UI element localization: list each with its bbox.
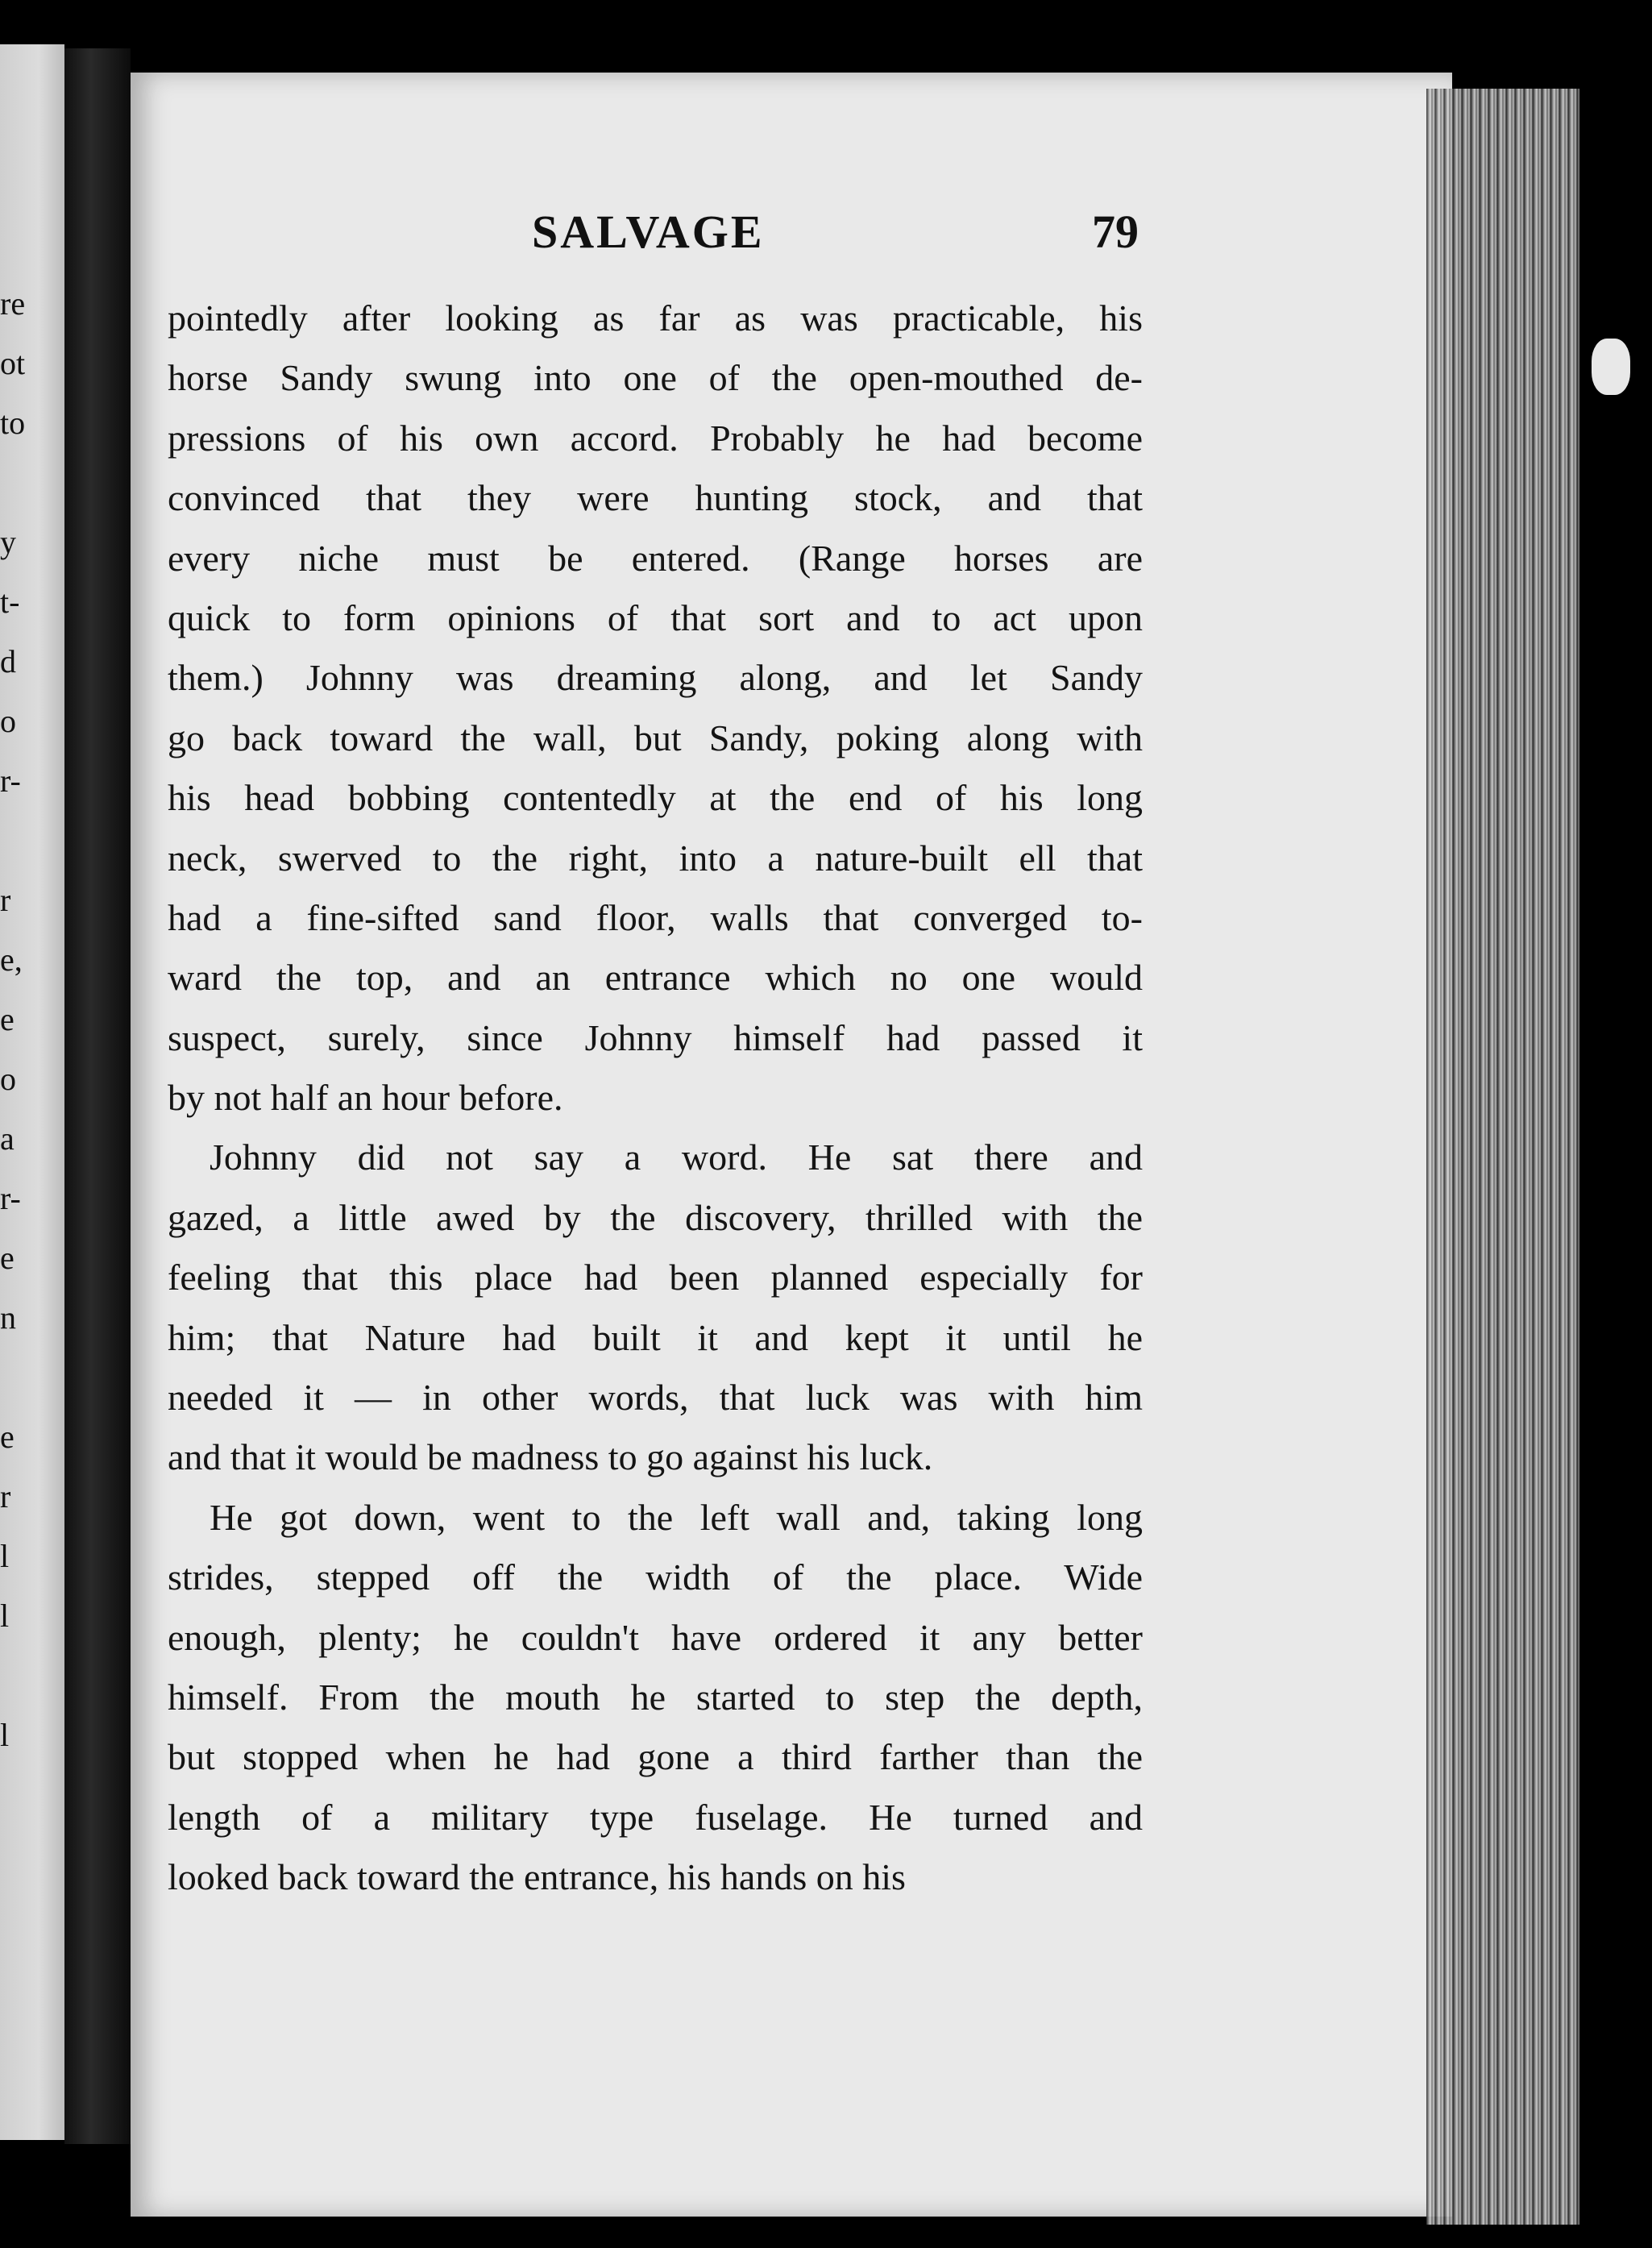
text-line: gazed, a little awed by the discovery, thrilled with the [168, 1196, 1143, 1238]
left-page-fragment: o [0, 703, 16, 739]
left-page-fragment: to [0, 405, 26, 441]
left-page-fragment: r- [0, 1180, 21, 1216]
left-page-fragment: d [0, 643, 16, 679]
left-page-fragment: l [0, 1598, 10, 1634]
left-page-fragment: r- [0, 762, 21, 799]
book-gutter [64, 48, 131, 2144]
left-page-fragment: o [0, 1061, 16, 1097]
left-page-fragment: e [0, 1419, 15, 1455]
page-edge-mark [1592, 339, 1630, 395]
left-page-fragment: a [0, 1120, 15, 1157]
left-page-fragment: n [0, 1299, 16, 1336]
text-line: his head bobbing contentedly at the end of his long [168, 777, 1143, 819]
page-number: 79 [1092, 206, 1139, 258]
text-line: quick to form opinions of that sort and to act upon [168, 596, 1143, 638]
text-line: horse Sandy swung into one of the open-mouthed de- [168, 357, 1143, 399]
left-page-text-fragments [0, 44, 64, 2140]
left-facing-page [0, 44, 64, 2140]
text-line: needed it — in other words, that luck was with him [168, 1377, 1143, 1419]
left-page-fragment: re [0, 285, 26, 322]
left-page-fragment: l [0, 1538, 10, 1574]
text-line: length of a military type fuselage. He turned and [168, 1796, 1143, 1838]
body-text [168, 289, 1143, 1908]
text-line: by not half an hour before. [168, 1077, 563, 1119]
left-page-fragment: l [0, 1717, 10, 1753]
text-line: convinced that they were hunting stock, and that [168, 477, 1143, 519]
paragraph [168, 1488, 1143, 1908]
text-line: had a fine-sifted sand floor, walls that converged to- [168, 896, 1143, 938]
text-line: ward the top, and an entrance which no one would [168, 957, 1143, 999]
text-line: every niche must be entered. (Range horses are [168, 537, 1143, 579]
text-line: and that it would be madness to go against his luck. [168, 1436, 933, 1478]
text-line: them.) Johnny was dreaming along, and let Sandy [168, 657, 1143, 699]
page-header [0, 135, 1652, 258]
text-line: strides, stepped off the width of the place. Wide [168, 1556, 1143, 1598]
left-page-fragment: y [0, 524, 16, 560]
text-line: pressions of his own accord. Probably he had become [168, 417, 1143, 459]
text-line: enough, plenty; he couldn't have ordered it any better [168, 1616, 1143, 1658]
running-head: SALVAGE [532, 206, 765, 258]
text-line: looked back toward the entrance, his hands on his [168, 1856, 906, 1898]
text-line: him; that Nature had built it and kept it until he [168, 1316, 1143, 1358]
text-line: go back toward the wall, but Sandy, poking along with [168, 717, 1143, 758]
left-page-fragment: r [0, 882, 11, 918]
paragraph [168, 289, 1143, 1128]
text-line: suspect, surely, since Johnny himself had passed it [168, 1016, 1143, 1058]
text-line: feeling that this place had been planned especially for [168, 1257, 1143, 1299]
left-page-fragment: t- [0, 584, 20, 620]
text-line: Johnny did not say a word. He sat there and [210, 1136, 1143, 1178]
text-line: himself. From the mouth he started to step the depth, [168, 1676, 1143, 1718]
left-page-fragment: e [0, 1001, 15, 1037]
text-line: but stopped when he had gone a third farther than the [168, 1736, 1143, 1778]
text-line: pointedly after looking as far as was practicable, his [168, 297, 1143, 339]
left-page-fragment: e [0, 1240, 15, 1276]
paragraph [168, 1128, 1143, 1487]
text-line: He got down, went to the left wall and, taking long [210, 1496, 1143, 1538]
left-page-fragment: ot [0, 345, 26, 381]
left-page-fragment: r [0, 1478, 11, 1515]
left-page-fragment: e, [0, 941, 23, 978]
page-edges [1426, 89, 1579, 2225]
text-line: neck, swerved to the right, into a nature-built ell that [168, 837, 1143, 879]
